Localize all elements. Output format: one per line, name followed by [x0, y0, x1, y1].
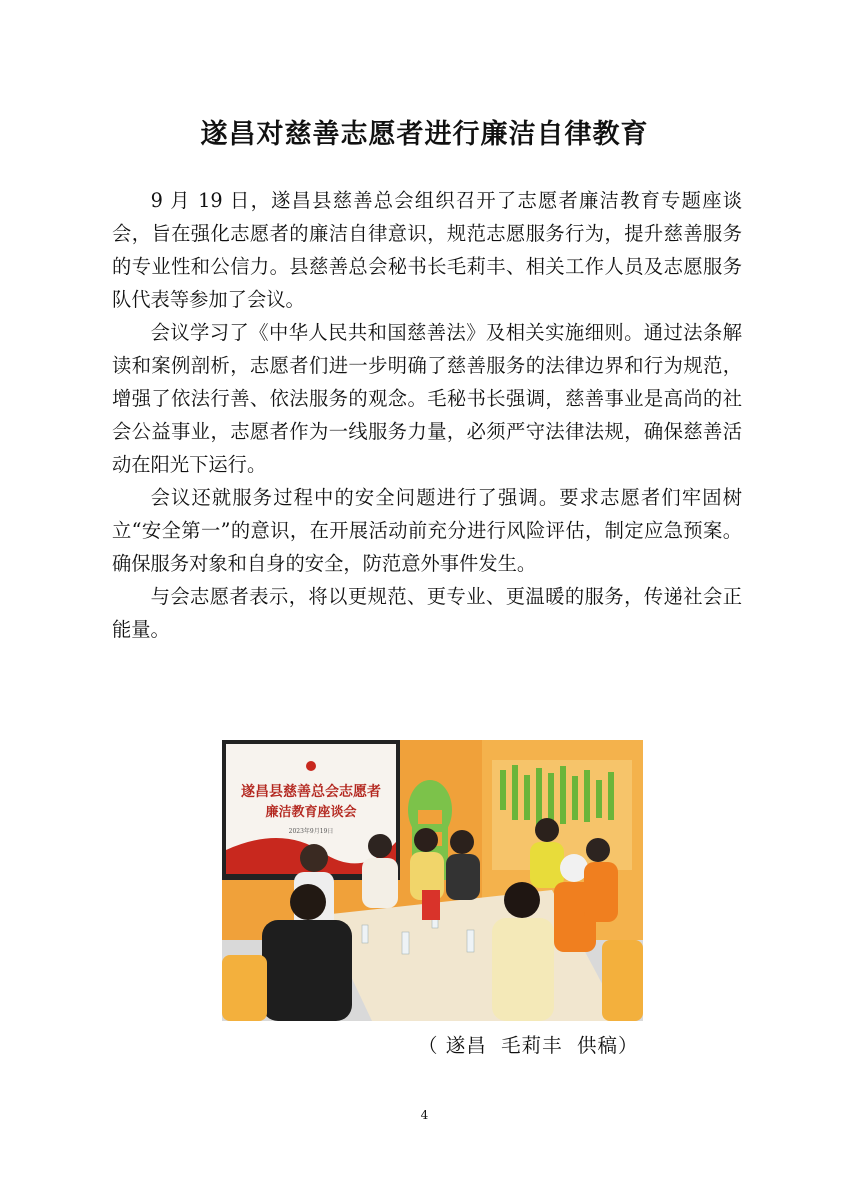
page-number: 4: [420, 1108, 429, 1122]
paragraph-2: 会议学习了《中华人民共和国慈善法》及相关实施细则。通过法条解读和案例剖析，志愿者们进一步明确了慈善服务的法律边界和行为规范，增强了依法行善、依法服务的观念。毛秘书长强调，慈善事业是高尚的社会公益事业，志愿者作为一线服务力量，必须严守法律法规，确保慈善活动在阳光下运行。: [112, 321, 742, 476]
paragraph-1: 9 月 19 日，遂昌县慈善总会组织召开了志愿者廉洁教育专题座谈会，旨在强化志愿者的廉洁自律意识，规范志愿服务行为，提升慈善服务的专业性和公信力。县慈善总会秘书长毛莉丰、相关工作人员及志愿服务队代表等参加了会议。: [112, 189, 742, 311]
name-card: [422, 890, 440, 920]
article-title: 遂昌对慈善志愿者进行廉洁自律教育: [200, 119, 649, 150]
meeting-photo-illustration: [222, 740, 643, 1021]
photo-credit-caption: （ 遂昌 毛莉丰 供稿）: [418, 1034, 639, 1057]
screen-date: 2023年9月19日: [288, 828, 334, 835]
paragraph-3: 会议还就服务过程中的安全问题进行了强调。要求志愿者们牢固树立“安全第一”的意识，在开展活动前充分进行风险评估，制定应急预案。确保服务对象和自身的安全，防范意外事件发生。: [112, 486, 742, 575]
paragraph-4: 与会志愿者表示，将以更规范、更专业、更温暖的服务，传递社会正能量。: [112, 585, 742, 641]
article-body: [112, 184, 742, 646]
screen-title-1: 遂昌县慈善总会志愿者: [241, 784, 381, 800]
meeting-photo: [222, 740, 643, 1021]
screen-title-2: 廉洁教育座谈会: [265, 805, 357, 820]
